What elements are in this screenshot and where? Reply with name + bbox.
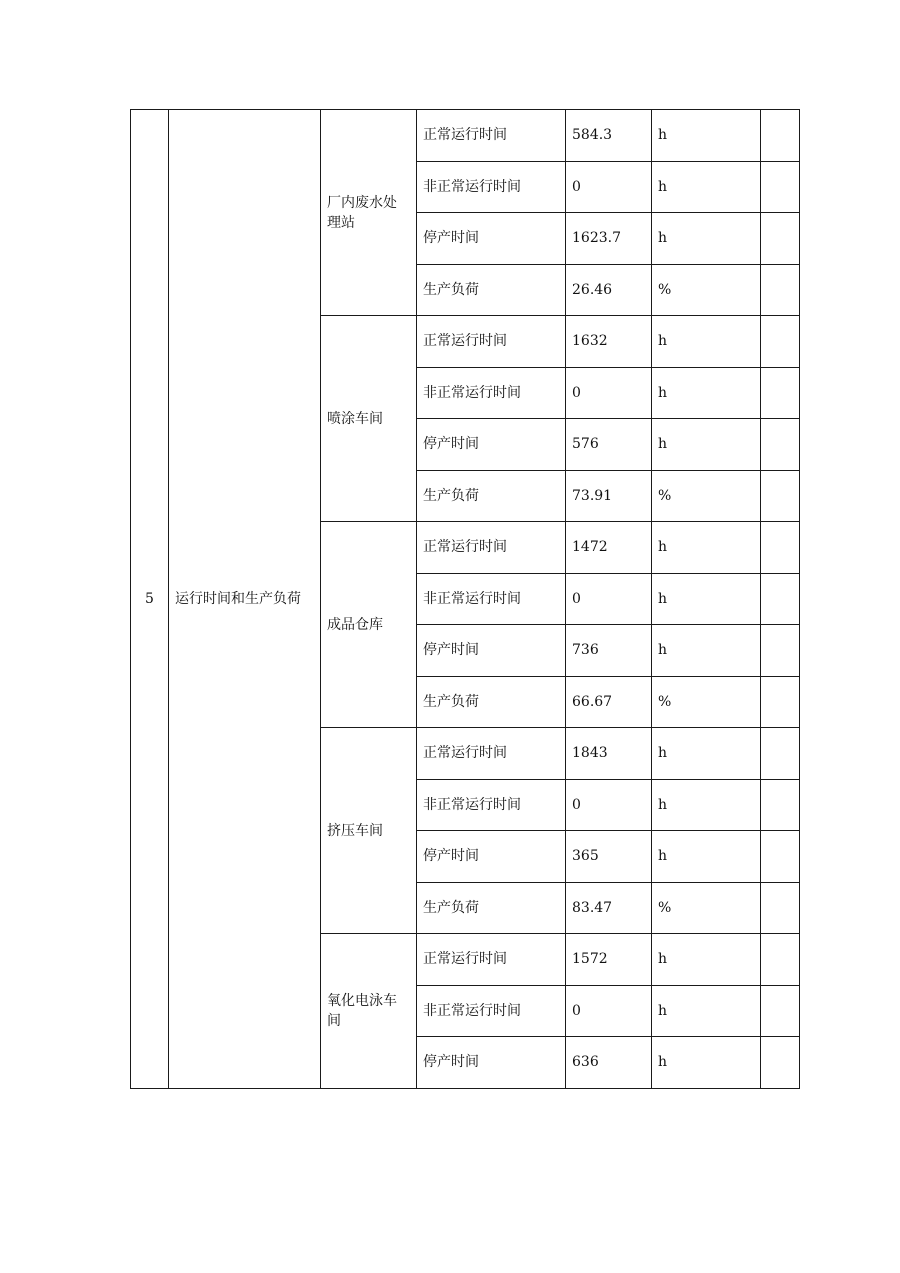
item-note bbox=[761, 316, 800, 368]
item-unit: h bbox=[652, 779, 761, 831]
section-title: 运行时间和生产负荷 bbox=[169, 110, 321, 1089]
item-value: 1472 bbox=[566, 522, 652, 574]
item-label: 非正常运行时间 bbox=[417, 985, 566, 1037]
workshop-name: 喷涂车间 bbox=[321, 316, 417, 522]
item-value: 576 bbox=[566, 419, 652, 471]
item-unit: h bbox=[652, 831, 761, 883]
item-value: 0 bbox=[566, 161, 652, 213]
item-note bbox=[761, 264, 800, 316]
item-unit: h bbox=[652, 213, 761, 265]
workshop-name: 成品仓库 bbox=[321, 522, 417, 728]
item-label: 正常运行时间 bbox=[417, 522, 566, 574]
item-label: 正常运行时间 bbox=[417, 728, 566, 780]
item-note bbox=[761, 882, 800, 934]
item-value: 1572 bbox=[566, 934, 652, 986]
item-label: 正常运行时间 bbox=[417, 316, 566, 368]
item-label: 生产负荷 bbox=[417, 882, 566, 934]
item-label: 非正常运行时间 bbox=[417, 779, 566, 831]
section-number: 5 bbox=[131, 110, 169, 1089]
item-note bbox=[761, 573, 800, 625]
item-unit: % bbox=[652, 676, 761, 728]
item-note bbox=[761, 779, 800, 831]
item-note bbox=[761, 728, 800, 780]
item-note bbox=[761, 470, 800, 522]
item-value: 73.91 bbox=[566, 470, 652, 522]
item-note bbox=[761, 419, 800, 471]
item-label: 停产时间 bbox=[417, 625, 566, 677]
item-value: 0 bbox=[566, 573, 652, 625]
item-unit: h bbox=[652, 625, 761, 677]
item-unit: h bbox=[652, 522, 761, 574]
item-unit: h bbox=[652, 728, 761, 780]
item-value: 584.3 bbox=[566, 110, 652, 162]
item-unit: h bbox=[652, 934, 761, 986]
item-value: 83.47 bbox=[566, 882, 652, 934]
item-label: 正常运行时间 bbox=[417, 110, 566, 162]
item-note bbox=[761, 161, 800, 213]
operating-time-table bbox=[130, 109, 800, 1089]
workshop-name: 氧化电泳车间 bbox=[321, 934, 417, 1089]
item-unit: % bbox=[652, 470, 761, 522]
item-unit: h bbox=[652, 161, 761, 213]
item-note bbox=[761, 934, 800, 986]
item-value: 0 bbox=[566, 779, 652, 831]
item-value: 66.67 bbox=[566, 676, 652, 728]
item-label: 生产负荷 bbox=[417, 676, 566, 728]
item-label: 正常运行时间 bbox=[417, 934, 566, 986]
item-label: 停产时间 bbox=[417, 831, 566, 883]
item-unit: h bbox=[652, 110, 761, 162]
item-unit: h bbox=[652, 985, 761, 1037]
item-value: 636 bbox=[566, 1037, 652, 1089]
item-note bbox=[761, 367, 800, 419]
item-value: 736 bbox=[566, 625, 652, 677]
item-unit: h bbox=[652, 419, 761, 471]
item-unit: % bbox=[652, 264, 761, 316]
item-label: 停产时间 bbox=[417, 213, 566, 265]
item-value: 26.46 bbox=[566, 264, 652, 316]
item-value: 1623.7 bbox=[566, 213, 652, 265]
item-note bbox=[761, 213, 800, 265]
table-row bbox=[131, 110, 800, 162]
item-note bbox=[761, 522, 800, 574]
workshop-name: 厂内废水处理站 bbox=[321, 110, 417, 316]
item-value: 365 bbox=[566, 831, 652, 883]
item-unit: h bbox=[652, 573, 761, 625]
item-note bbox=[761, 110, 800, 162]
item-unit: h bbox=[652, 367, 761, 419]
item-label: 停产时间 bbox=[417, 419, 566, 471]
item-value: 0 bbox=[566, 985, 652, 1037]
workshop-name: 挤压车间 bbox=[321, 728, 417, 934]
item-label: 非正常运行时间 bbox=[417, 161, 566, 213]
item-value: 0 bbox=[566, 367, 652, 419]
item-label: 生产负荷 bbox=[417, 264, 566, 316]
item-value: 1843 bbox=[566, 728, 652, 780]
item-label: 停产时间 bbox=[417, 1037, 566, 1089]
item-label: 非正常运行时间 bbox=[417, 573, 566, 625]
item-label: 非正常运行时间 bbox=[417, 367, 566, 419]
item-unit: % bbox=[652, 882, 761, 934]
item-note bbox=[761, 625, 800, 677]
item-note bbox=[761, 676, 800, 728]
item-note bbox=[761, 985, 800, 1037]
item-label: 生产负荷 bbox=[417, 470, 566, 522]
item-unit: h bbox=[652, 1037, 761, 1089]
item-note bbox=[761, 1037, 800, 1089]
item-unit: h bbox=[652, 316, 761, 368]
item-value: 1632 bbox=[566, 316, 652, 368]
item-note bbox=[761, 831, 800, 883]
